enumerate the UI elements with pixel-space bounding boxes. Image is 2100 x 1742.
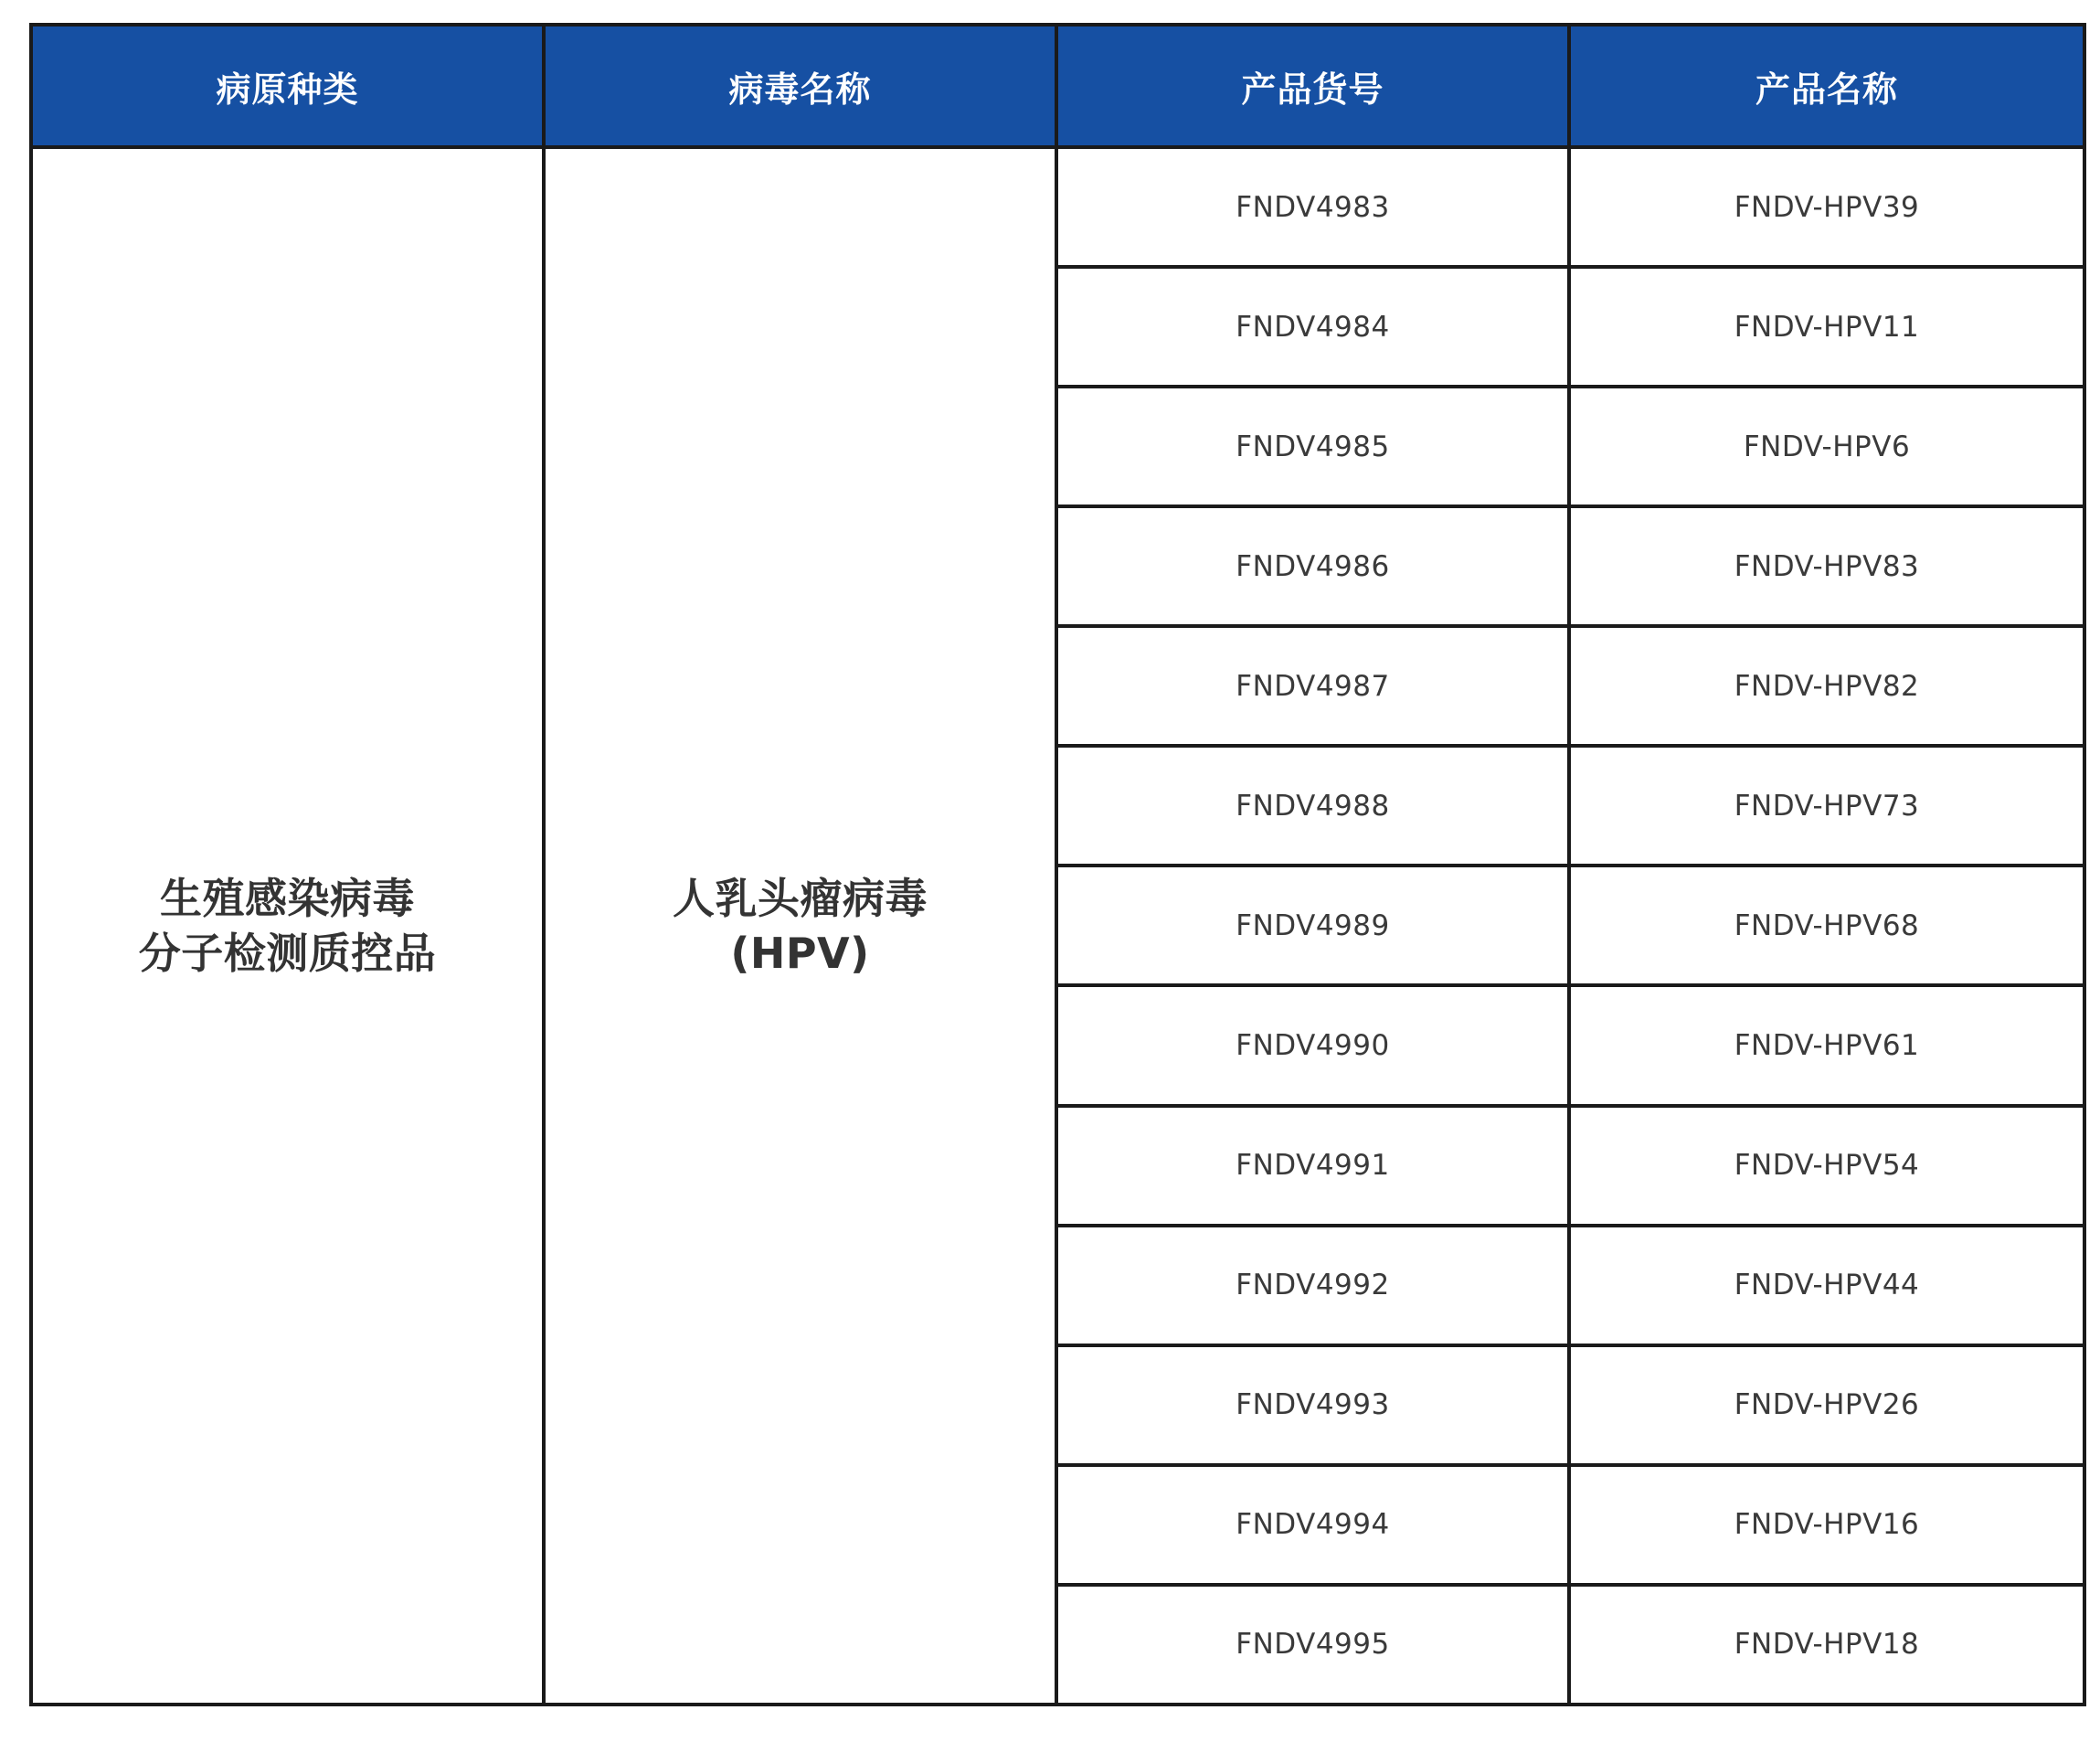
product-code-cell: FNDV4994 xyxy=(1056,1465,1569,1585)
product-name-cell: FNDV-HPV16 xyxy=(1569,1465,2084,1585)
product-name-cell: FNDV-HPV61 xyxy=(1569,985,2084,1105)
product-code-cell: FNDV4988 xyxy=(1056,746,1569,866)
product-code-cell: FNDV4987 xyxy=(1056,626,1569,746)
table-header xyxy=(31,25,2084,147)
virus-line-1: 人乳头瘤病毒 xyxy=(673,874,928,923)
product-code-cell: FNDV4990 xyxy=(1056,985,1569,1105)
product-code-cell: FNDV4992 xyxy=(1056,1226,1569,1345)
category-line-2: 分子检测质控品 xyxy=(138,929,437,978)
product-code-cell: FNDV4995 xyxy=(1056,1585,1569,1705)
product-name-cell: FNDV-HPV39 xyxy=(1569,147,2084,267)
header-virus-name: 病毒名称 xyxy=(544,25,1056,147)
product-table xyxy=(29,23,2086,1706)
virus-cell xyxy=(544,147,1056,1705)
product-code-cell: FNDV4983 xyxy=(1056,147,1569,267)
product-code-cell: FNDV4984 xyxy=(1056,267,1569,387)
header-product-name: 产品名称 xyxy=(1569,25,2084,147)
product-name-cell: FNDV-HPV18 xyxy=(1569,1585,2084,1705)
product-code-cell: FNDV4991 xyxy=(1056,1106,1569,1226)
table-body xyxy=(31,147,2084,1705)
header-product-code: 产品货号 xyxy=(1056,25,1569,147)
category-cell xyxy=(31,147,544,1705)
product-code-cell: FNDV4986 xyxy=(1056,506,1569,626)
virus-line-2: (HPV) xyxy=(730,929,870,978)
product-name-cell: FNDV-HPV68 xyxy=(1569,866,2084,985)
product-name-cell: FNDV-HPV54 xyxy=(1569,1106,2084,1226)
product-name-cell: FNDV-HPV73 xyxy=(1569,746,2084,866)
product-name-cell: FNDV-HPV6 xyxy=(1569,387,2084,506)
product-code-cell: FNDV4985 xyxy=(1056,387,1569,506)
category-line-1: 生殖感染病毒 xyxy=(160,874,415,923)
product-name-cell: FNDV-HPV82 xyxy=(1569,626,2084,746)
product-name-cell: FNDV-HPV26 xyxy=(1569,1345,2084,1465)
product-code-cell: FNDV4989 xyxy=(1056,866,1569,985)
product-name-cell: FNDV-HPV83 xyxy=(1569,506,2084,626)
table-row xyxy=(31,147,2084,267)
product-code-cell: FNDV4993 xyxy=(1056,1345,1569,1465)
header-category: 病原种类 xyxy=(31,25,544,147)
product-name-cell: FNDV-HPV11 xyxy=(1569,267,2084,387)
header-row xyxy=(31,25,2084,147)
product-name-cell: FNDV-HPV44 xyxy=(1569,1226,2084,1345)
